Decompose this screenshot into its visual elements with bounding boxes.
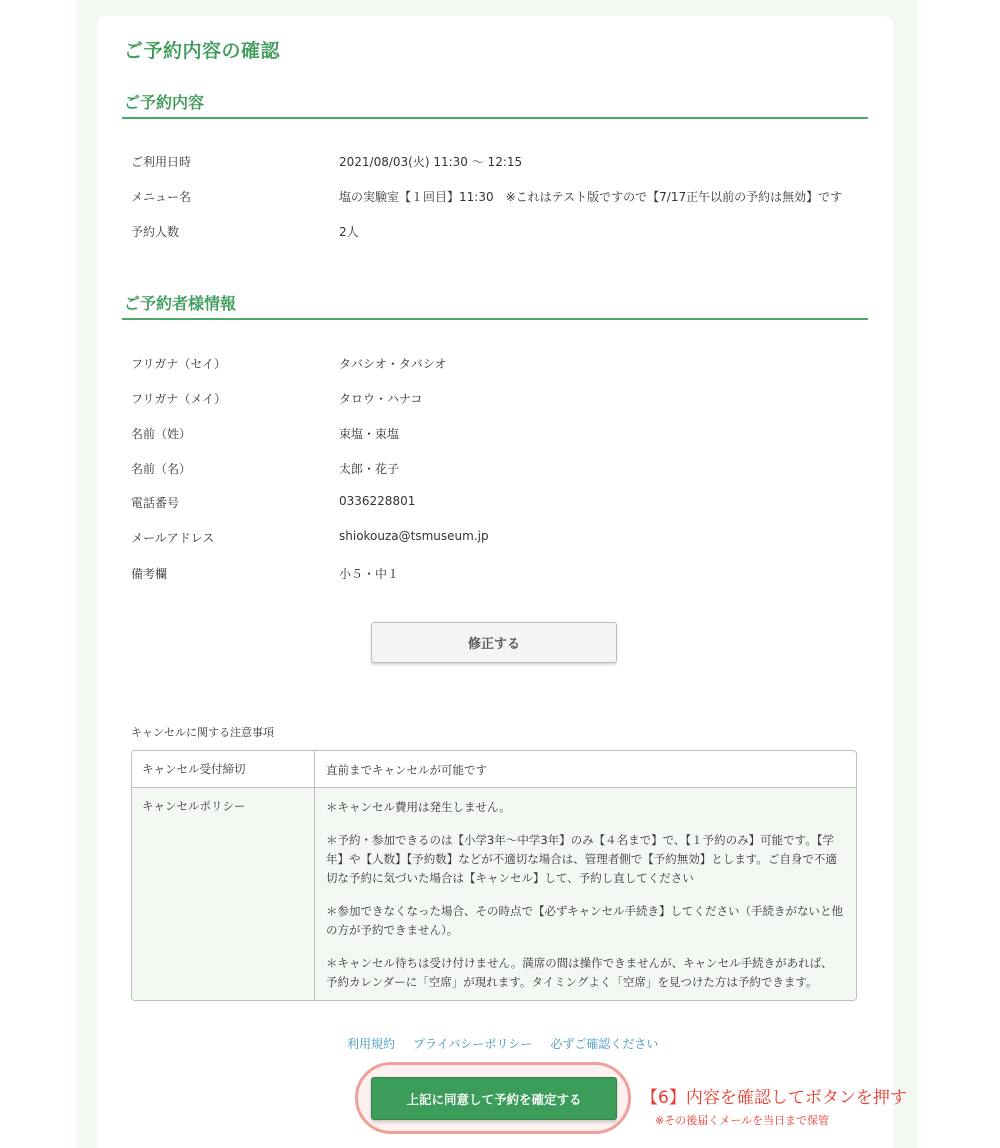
cancel-policy-label: キャンセルポリシー [132, 788, 315, 1000]
furigana-mei-label: フリガナ（メイ） [131, 392, 227, 406]
terms-link[interactable]: 利用規約 [347, 1037, 396, 1051]
cancel-policy-table [131, 750, 857, 1001]
email-value: shiokouza@tsmuseum.jp [339, 529, 489, 543]
furigana-sei-value: タバシオ・タバシオ [339, 357, 447, 371]
party-size-value: 2人 [339, 225, 359, 239]
last-name-label: 名前（姓） [131, 427, 192, 441]
privacy-policy-link[interactable]: プライバシーポリシー [413, 1037, 533, 1051]
cancel-deadline-row [132, 751, 856, 787]
policy-paragraph: ＊キャンセル待ちは受け付けません。満席の間は操作できませんが、キャンセル手続きがあれば、予約カレンダーに「空席」が現れます。タイミングよく「空席」を見つけた方は予約できます。 [326, 956, 833, 989]
first-name-value: 太郎・花子 [339, 462, 400, 476]
remarks-label: 備考欄 [131, 567, 168, 581]
policy-paragraph: ＊予約・参加できるのは【小学3年〜中学3年】のみ【４名まで】で、【１予約のみ】可能です。【学年】や【人数】【予約数】などが不適切な場合は、管理者側で【予約無効】とします。ご自身で不適切な予約に気づいた場合は【キャンセル】して、予約し直してください [326, 833, 837, 885]
first-name-label: 名前（名） [131, 462, 192, 476]
customer-section-divider [122, 318, 868, 320]
furigana-sei-label: フリガナ（セイ） [131, 357, 227, 371]
reservation-section-title: ご予約内容 [124, 93, 205, 112]
edit-button[interactable]: 修正する [371, 622, 617, 663]
usage-datetime-value: 2021/08/03(火) 11:30 〜 12:15 [339, 155, 523, 169]
policy-paragraph: ＊キャンセル費用は発生しません。 [326, 800, 511, 814]
annotation-instruction: 【6】内容を確認してボタンを押す [641, 1088, 907, 1108]
cancel-policy-text [315, 788, 856, 1000]
cancel-deadline-label: キャンセル受付締切 [132, 751, 315, 787]
customer-section-title: ご予約者様情報 [124, 294, 237, 313]
last-name-value: 束塩・束塩 [339, 427, 400, 441]
reservation-section-divider [122, 117, 868, 119]
phone-value: 0336228801 [339, 494, 416, 508]
policy-paragraph: ＊参加できなくなった場合、その時点で【必ずキャンセル手続き】してください（手続きがないと他の方が予約できません）。 [326, 904, 844, 937]
cancel-policy-row [132, 787, 856, 1000]
cancel-deadline-value: 直前までキャンセルが可能です [326, 763, 487, 777]
footer-links [347, 1035, 676, 1052]
furigana-mei-value: タロウ・ハナコ [339, 392, 423, 406]
phone-label: 電話番号 [131, 496, 180, 510]
annotation-note: ※その後届くメールを当日まで保管 [655, 1114, 829, 1127]
page-title: ご予約内容の確認 [124, 40, 281, 62]
cancel-notice-title: キャンセルに関する注意事項 [131, 726, 274, 739]
menu-name-value: 塩の実験室【１回目】11:30 ※これはテスト版ですので【7/17正午以前の予約は無効】です [339, 190, 843, 204]
menu-name-label: メニュー名 [131, 190, 192, 204]
party-size-label: 予約人数 [131, 225, 180, 239]
usage-datetime-label: ご利用日時 [131, 155, 192, 169]
remarks-value: 小５・中１ [339, 567, 400, 581]
confirm-reservation-button[interactable]: 上記に同意して予約を確定する [371, 1077, 617, 1120]
must-read-link[interactable]: 必ずご確認ください [550, 1037, 659, 1051]
email-label: メールアドレス [131, 531, 215, 545]
